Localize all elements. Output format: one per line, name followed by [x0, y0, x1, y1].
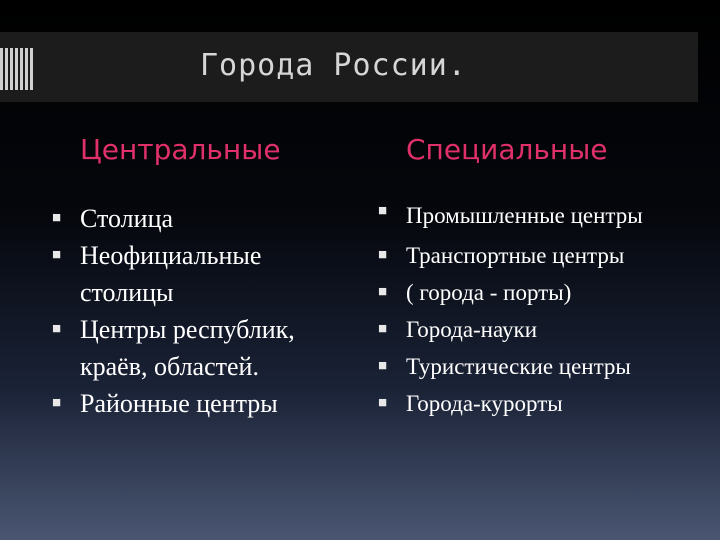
square-bullet-icon: ■: [378, 203, 388, 219]
list-item-text: Транспортные центры: [406, 243, 625, 268]
square-bullet-icon: ■: [378, 395, 388, 411]
list-item: [376, 348, 711, 385]
square-bullet-icon: ■: [378, 247, 388, 263]
left-column-heading: Центральные: [80, 133, 281, 166]
square-bullet-icon: ■: [52, 395, 62, 411]
right-column-heading: Специальные: [406, 133, 608, 166]
list-item-text: Неофициальные столицы: [80, 241, 262, 307]
list-item-text: Города-науки: [406, 317, 538, 342]
list-item-text: Центры республик, краёв, областей.: [80, 315, 295, 381]
square-bullet-icon: ■: [52, 247, 62, 263]
list-item: [50, 200, 350, 237]
square-bullet-icon: ■: [378, 358, 388, 374]
list-item-text: Промышленные центры: [406, 203, 643, 228]
list-item-text: Туристические центры: [406, 354, 631, 379]
list-item: [376, 385, 711, 422]
list-item: [376, 202, 711, 237]
square-bullet-icon: ■: [378, 284, 388, 300]
slide-title: Города России.: [200, 48, 467, 83]
stripes-icon: [0, 48, 36, 90]
list-item: [376, 311, 711, 348]
list-item-text: Города-курорты: [406, 391, 563, 416]
list-item-text: Районные центры: [80, 389, 278, 418]
square-bullet-icon: ■: [52, 321, 62, 337]
list-item: [50, 237, 350, 311]
left-column-list: [50, 200, 350, 422]
right-column-list: [376, 202, 711, 422]
list-item: [50, 311, 350, 385]
square-bullet-icon: ■: [378, 321, 388, 337]
list-item-text: Столица: [80, 204, 174, 233]
list-item-text: ( города - порты): [406, 280, 572, 305]
list-item: [376, 274, 711, 311]
list-item: [50, 385, 350, 422]
list-item: [376, 237, 711, 274]
square-bullet-icon: ■: [52, 210, 62, 226]
